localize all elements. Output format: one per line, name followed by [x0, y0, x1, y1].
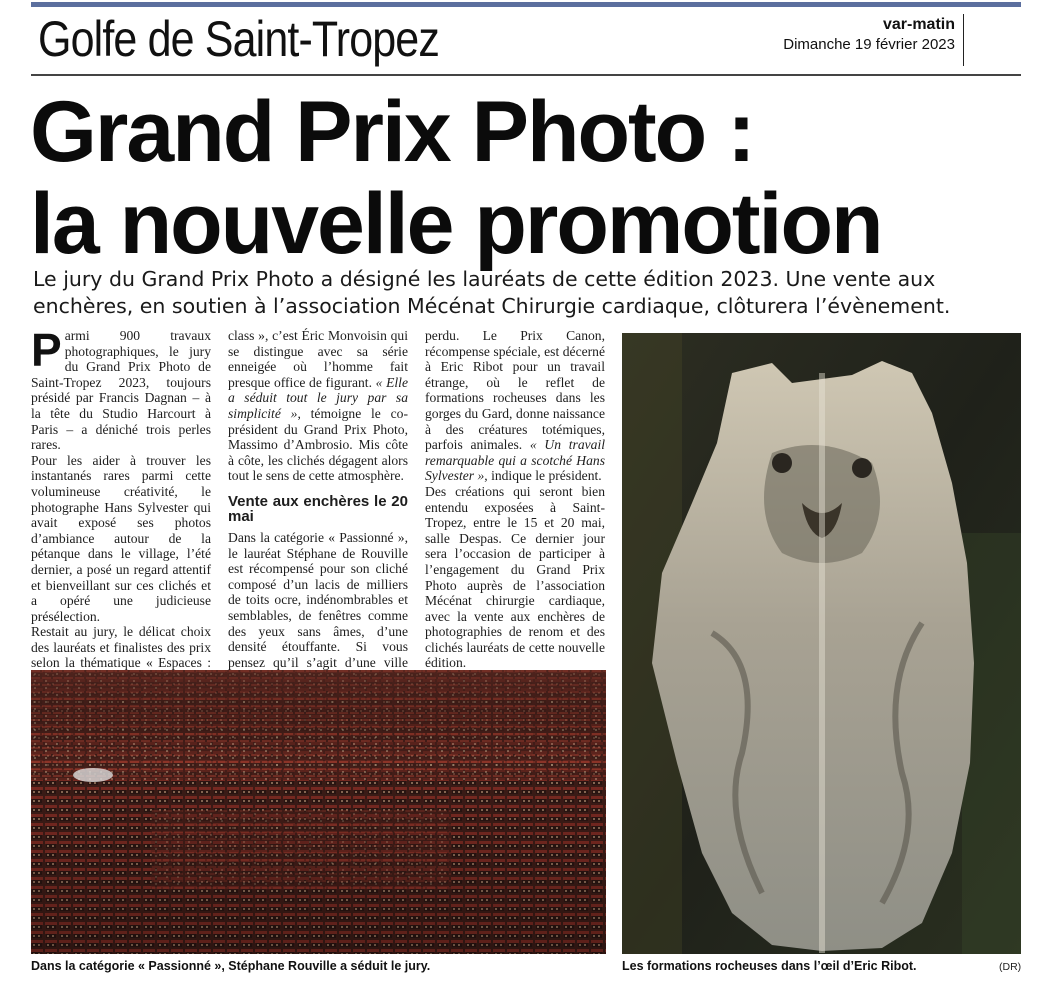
paragraph — [31, 324, 211, 453]
paragraph: Des créations qui seront bien entendu exposées à Saint-Tropez, entre le 15 et 20 mai, salle Despas. Ce dernier jour sera l’occasion de participer à l’engagement du Grand Prix Photo auprès de l’association Mécénat chirurgie cardiaque, avec la vente aux enchères de photographies de renom et des clichés lauréats de cette nouvelle édition. — [425, 483, 605, 671]
paragraph-text: , indique le président. — [484, 468, 602, 484]
paragraph-text: armi 900 travaux photographiques, le jury du Grand Prix Photo de Saint-Tropez 2023, toujours présidé par Francis Dagnan – à la tête du Studio Harcourt à Paris – a déniché trois perles rares. — [31, 328, 211, 453]
publication-name: var-matin — [882, 16, 955, 33]
paragraph: Pour les aider à trouver les instantanés rares parmi cette volumineuse créativité, le photographe Hans Sylvester qui avait exposé ses photos d’ambiance autour de la pétanque dans le village, l’été dernier, a posé un regard attentif et bienveillant sur ces clichés et a opéré une judicieuse présélection. — [31, 452, 211, 624]
article-column-3 — [425, 328, 605, 693]
drop-cap: P — [31, 324, 62, 376]
photo-rock-reflection — [622, 333, 1021, 954]
photo-rooftops — [31, 670, 606, 954]
article-column-1 — [31, 324, 211, 702]
publication-block — [783, 16, 955, 53]
rock-image — [622, 333, 1021, 954]
caption-photo-2: Les formations rocheuses dans l’œil d’Eric Ribot. — [622, 959, 917, 973]
paragraph — [425, 328, 605, 484]
paragraph-text: , témoigne le co-président du Grand Prix Photo, Massimo d’Ambrosio. Mis côte à côte, les clichés dégagent alors tout le sens de cette atmosphère. — [228, 405, 408, 484]
quote: « Un travail remarquable qui a scotché Hans Sylvester » — [425, 437, 605, 484]
header-divider — [963, 14, 964, 66]
article-column-2 — [228, 328, 408, 686]
top-color-bar — [31, 2, 1021, 7]
photo-credit: (DR) — [999, 961, 1022, 973]
caption-photo-1: Dans la catégorie « Passionné », Stéphane Rouville a séduit le jury. — [31, 959, 431, 973]
quote: « Elle a séduit tout le jury par sa simplicité » — [228, 374, 408, 421]
subheading: Vente aux enchères le 20 mai — [228, 492, 408, 525]
rooftops-image — [31, 670, 606, 954]
headline — [30, 86, 882, 270]
headline-line-1: Grand Prix Photo : — [30, 84, 754, 180]
paragraph-text: class », c’est Éric Monvoisin qui se distingue avec sa série enneigée où l’homme fait presque office de figurant. — [228, 328, 408, 390]
header-rule — [31, 74, 1021, 76]
headline-line-2: la nouvelle promotion — [30, 176, 882, 272]
paragraph: Dans la catégorie « Passionné », le lauréat Stéphane de Rouville est récompensé pour son cliché composé d’un lacis de milliers de toits ocre, indénombrables et semblables, de fenêtres comme des yeux sans âmes, d’une densité étouffante. Si vous pensez qu’il s’agit d’une ville — [228, 529, 408, 670]
section-title: Golfe de Saint-Tropez — [38, 11, 440, 67]
paragraph-text: perdu. Le Prix Canon, récompense spéciale, est décerné à Eric Ribot pour un travail étrange, où le reflet de formations rocheuses dans les gorges du Gard, donne naissance à des créatures totémiques, parfois animales. — [425, 328, 605, 453]
lead-paragraph: Le jury du Grand Prix Photo a désigné les lauréats de cette édition 2023. Une vente aux enchères, en soutien à l’association Mécénat Chirurgie cardiaque, clôturera l’évènement. — [33, 267, 951, 318]
paragraph — [228, 328, 408, 484]
paragraph: Restait au jury, le délicat choix des lauréats et finalistes des prix selon la thématique « Espaces : — [31, 624, 211, 671]
publication-date: Dimanche 19 février 2023 — [783, 36, 955, 53]
